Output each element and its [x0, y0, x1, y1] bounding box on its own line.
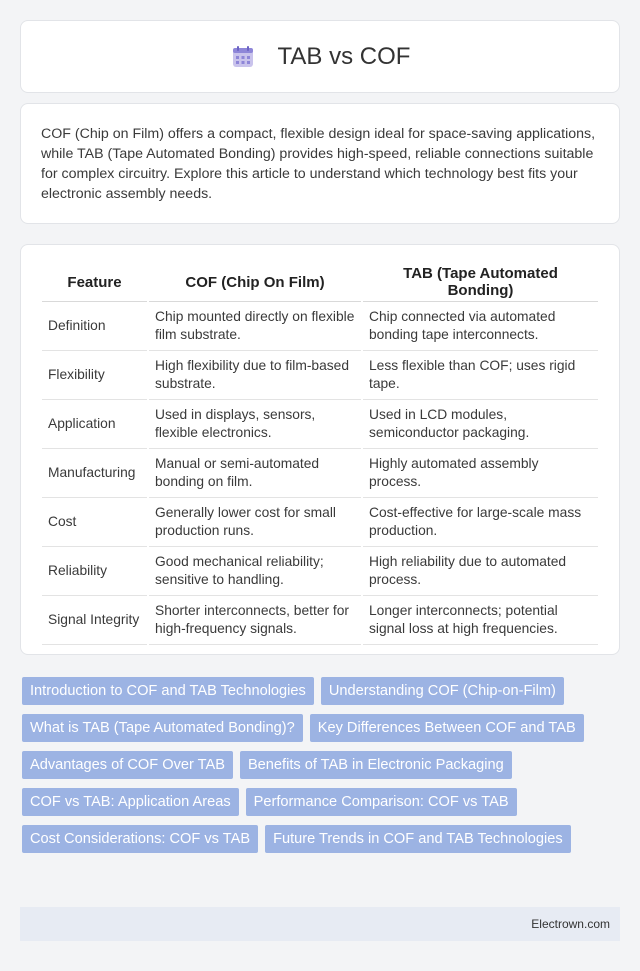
tab-cell: High reliability due to automated process. [362, 547, 598, 596]
table-row [42, 302, 598, 351]
tag-application-areas[interactable]: COF vs TAB: Application Areas [22, 788, 239, 816]
column-header-tab: TAB (Tape Automated Bonding) [362, 263, 598, 302]
table-row [42, 498, 598, 547]
tag-understanding-cof[interactable]: Understanding COF (Chip-on-Film) [321, 677, 564, 705]
feature-cell: Manufacturing [42, 449, 148, 498]
tag-introduction[interactable]: Introduction to COF and TAB Technologies [22, 677, 314, 705]
calendar-grid-icon [230, 44, 256, 70]
intro-card [20, 103, 620, 224]
table-row [42, 449, 598, 498]
table-header-row [42, 263, 598, 302]
intro-text: COF (Chip on Film) offers a compact, flexible design ideal for space-saving applications, while TAB (Tape Automated Bonding) provides high-speed, reliable connections suitable for complex circuitry. Explore this article to understand which technology best fits your electronic assembly needs. [41, 126, 596, 202]
footer [20, 907, 620, 941]
cof-cell: Shorter interconnects, better for high-frequency signals. [148, 596, 362, 645]
comparison-table [42, 263, 598, 645]
table-row [42, 351, 598, 400]
page-title: TAB vs COF [277, 42, 411, 70]
footer-site: Electrown.com [531, 917, 610, 931]
tag-cost-considerations[interactable]: Cost Considerations: COF vs TAB [22, 825, 258, 853]
table-row [42, 596, 598, 645]
cof-cell: Used in displays, sensors, flexible electronics. [148, 400, 362, 449]
tab-cell: Longer interconnects; potential signal loss at high frequencies. [362, 596, 598, 645]
tag-performance-comparison[interactable]: Performance Comparison: COF vs TAB [246, 788, 517, 816]
cof-cell: Manual or semi-automated bonding on film. [148, 449, 362, 498]
table-row [42, 400, 598, 449]
tab-cell: Cost-effective for large-scale mass production. [362, 498, 598, 547]
header-card [20, 20, 620, 93]
cof-cell: Chip mounted directly on flexible film substrate. [148, 302, 362, 351]
feature-cell: Flexibility [42, 351, 148, 400]
feature-cell: Reliability [42, 547, 148, 596]
tab-cell: Highly automated assembly process. [362, 449, 598, 498]
column-header-cof: COF (Chip On Film) [148, 263, 362, 302]
tag-advantages-cof[interactable]: Advantages of COF Over TAB [22, 751, 233, 779]
feature-cell: Application [42, 400, 148, 449]
table-row [42, 547, 598, 596]
comparison-table-card [20, 244, 620, 655]
tag-key-differences[interactable]: Key Differences Between COF and TAB [310, 714, 584, 742]
cof-cell: Good mechanical reliability; sensitive to handling. [148, 547, 362, 596]
tag-future-trends[interactable]: Future Trends in COF and TAB Technologies [265, 825, 571, 853]
tag-benefits-tab[interactable]: Benefits of TAB in Electronic Packaging [240, 751, 512, 779]
feature-cell: Cost [42, 498, 148, 547]
tab-cell: Used in LCD modules, semiconductor packaging. [362, 400, 598, 449]
topic-tags [22, 677, 622, 853]
tab-cell: Less flexible than COF; uses rigid tape. [362, 351, 598, 400]
tag-what-is-tab[interactable]: What is TAB (Tape Automated Bonding)? [22, 714, 303, 742]
feature-cell: Definition [42, 302, 148, 351]
tab-cell: Chip connected via automated bonding tape interconnects. [362, 302, 598, 351]
feature-cell: Signal Integrity [42, 596, 148, 645]
cof-cell: Generally lower cost for small production runs. [148, 498, 362, 547]
column-header-feature: Feature [42, 263, 148, 302]
cof-cell: High flexibility due to film-based substrate. [148, 351, 362, 400]
